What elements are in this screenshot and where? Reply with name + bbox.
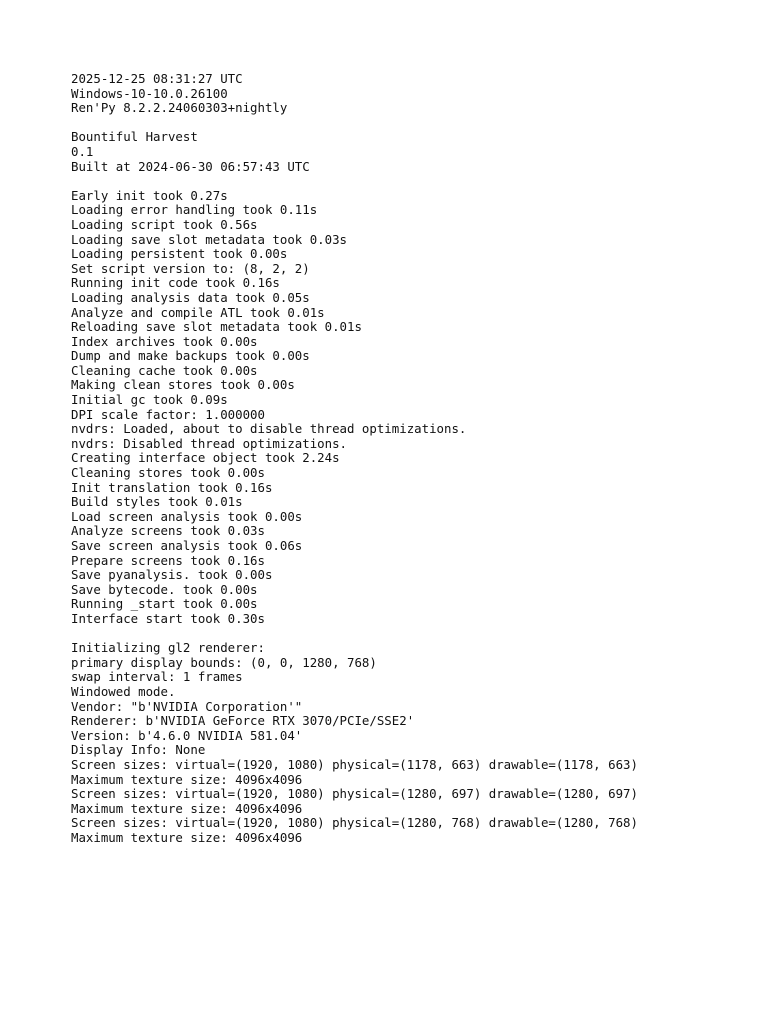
log-block-startup-timings: [71, 189, 751, 627]
log-line: Screen sizes: virtual=(1920, 1080) physical=(1178, 663) drawable=(1178, 663): [71, 756, 638, 772]
log-line: Loading error handling took 0.11s: [71, 202, 318, 218]
log-line: Reloading save slot metadata took 0.01s: [71, 319, 362, 335]
log-line: Prepare screens took 0.16s: [71, 552, 265, 568]
log-line: Loading script took 0.56s: [71, 216, 258, 232]
log-line: Interface start took 0.30s: [71, 610, 265, 626]
log-line: Analyze screens took 0.03s: [71, 523, 265, 539]
log-line: Save screen analysis took 0.06s: [71, 538, 303, 553]
log-line: Windows-10-10.0.26100: [71, 85, 228, 101]
log-line: 2025-12-25 08:31:27 UTC: [71, 71, 243, 86]
log-line: Analyze and compile ATL took 0.01s: [71, 304, 325, 320]
log-block-system-header: [71, 72, 751, 116]
log-line: Running _start took 0.00s: [71, 596, 258, 612]
log-line: Maximum texture size: 4096x4096: [71, 771, 303, 787]
log-line: Init translation took 0.16s: [71, 479, 273, 495]
log-line: Screen sizes: virtual=(1920, 1080) physical=(1280, 697) drawable=(1280, 697): [71, 786, 638, 802]
log-line: Build styles took 0.01s: [71, 494, 243, 510]
log-line: Early init took 0.27s: [71, 187, 228, 203]
log-line: Bountiful Harvest: [71, 129, 198, 145]
log-line: Running init code took 0.16s: [71, 275, 280, 291]
log-line: nvdrs: Disabled thread optimizations.: [71, 435, 348, 451]
log-line: nvdrs: Loaded, about to disable thread optimizations.: [71, 421, 467, 437]
log-line: Loading persistent took 0.00s: [71, 246, 288, 262]
log-line: Save pyanalysis. took 0.00s: [71, 567, 273, 583]
log-line: Index archives took 0.00s: [71, 333, 258, 349]
log-line: Ren'Py 8.2.2.24060303+nightly: [71, 100, 288, 116]
log-line: Windowed mode.: [71, 683, 176, 699]
log-line: Loading save slot metadata took 0.03s: [71, 231, 348, 247]
log-line: Making clean stores took 0.00s: [71, 377, 295, 393]
log-line: swap interval: 1 frames: [71, 669, 243, 685]
log-line: Load screen analysis took 0.00s: [71, 508, 303, 524]
log-line: Display Info: None: [71, 742, 206, 758]
log-line: Cleaning stores took 0.00s: [71, 465, 265, 481]
log-block-game-info: [71, 130, 751, 174]
log-line: Built at 2024-06-30 06:57:43 UTC: [71, 158, 310, 174]
log-line: primary display bounds: (0, 0, 1280, 768): [71, 654, 377, 670]
log-line: Set script version to: (8, 2, 2): [71, 260, 310, 276]
log-block-renderer-info: [71, 641, 751, 845]
log-line: Maximum texture size: 4096x4096: [71, 800, 303, 816]
log-line: Maximum texture size: 4096x4096: [71, 829, 303, 845]
log-line: Vendor: "b'NVIDIA Corporation'": [71, 698, 303, 714]
log-document: [71, 72, 751, 860]
log-line: DPI scale factor: 1.000000: [71, 406, 265, 422]
log-line: Screen sizes: virtual=(1920, 1080) physical=(1280, 768) drawable=(1280, 768): [71, 815, 638, 831]
log-line: Save bytecode. took 0.00s: [71, 581, 258, 597]
log-line: Creating interface object took 2.24s: [71, 450, 340, 466]
log-line: Loading analysis data took 0.05s: [71, 289, 310, 305]
log-line: Dump and make backups took 0.00s: [71, 348, 310, 364]
log-line: Renderer: b'NVIDIA GeForce RTX 3070/PCIe/SSE2': [71, 713, 415, 729]
log-line: Cleaning cache took 0.00s: [71, 362, 258, 378]
log-line: Version: b'4.6.0 NVIDIA 581.04': [71, 727, 303, 743]
log-line: Initial gc took 0.09s: [71, 392, 228, 408]
log-line: Initializing gl2 renderer:: [71, 640, 265, 656]
log-line: 0.1: [71, 143, 94, 159]
